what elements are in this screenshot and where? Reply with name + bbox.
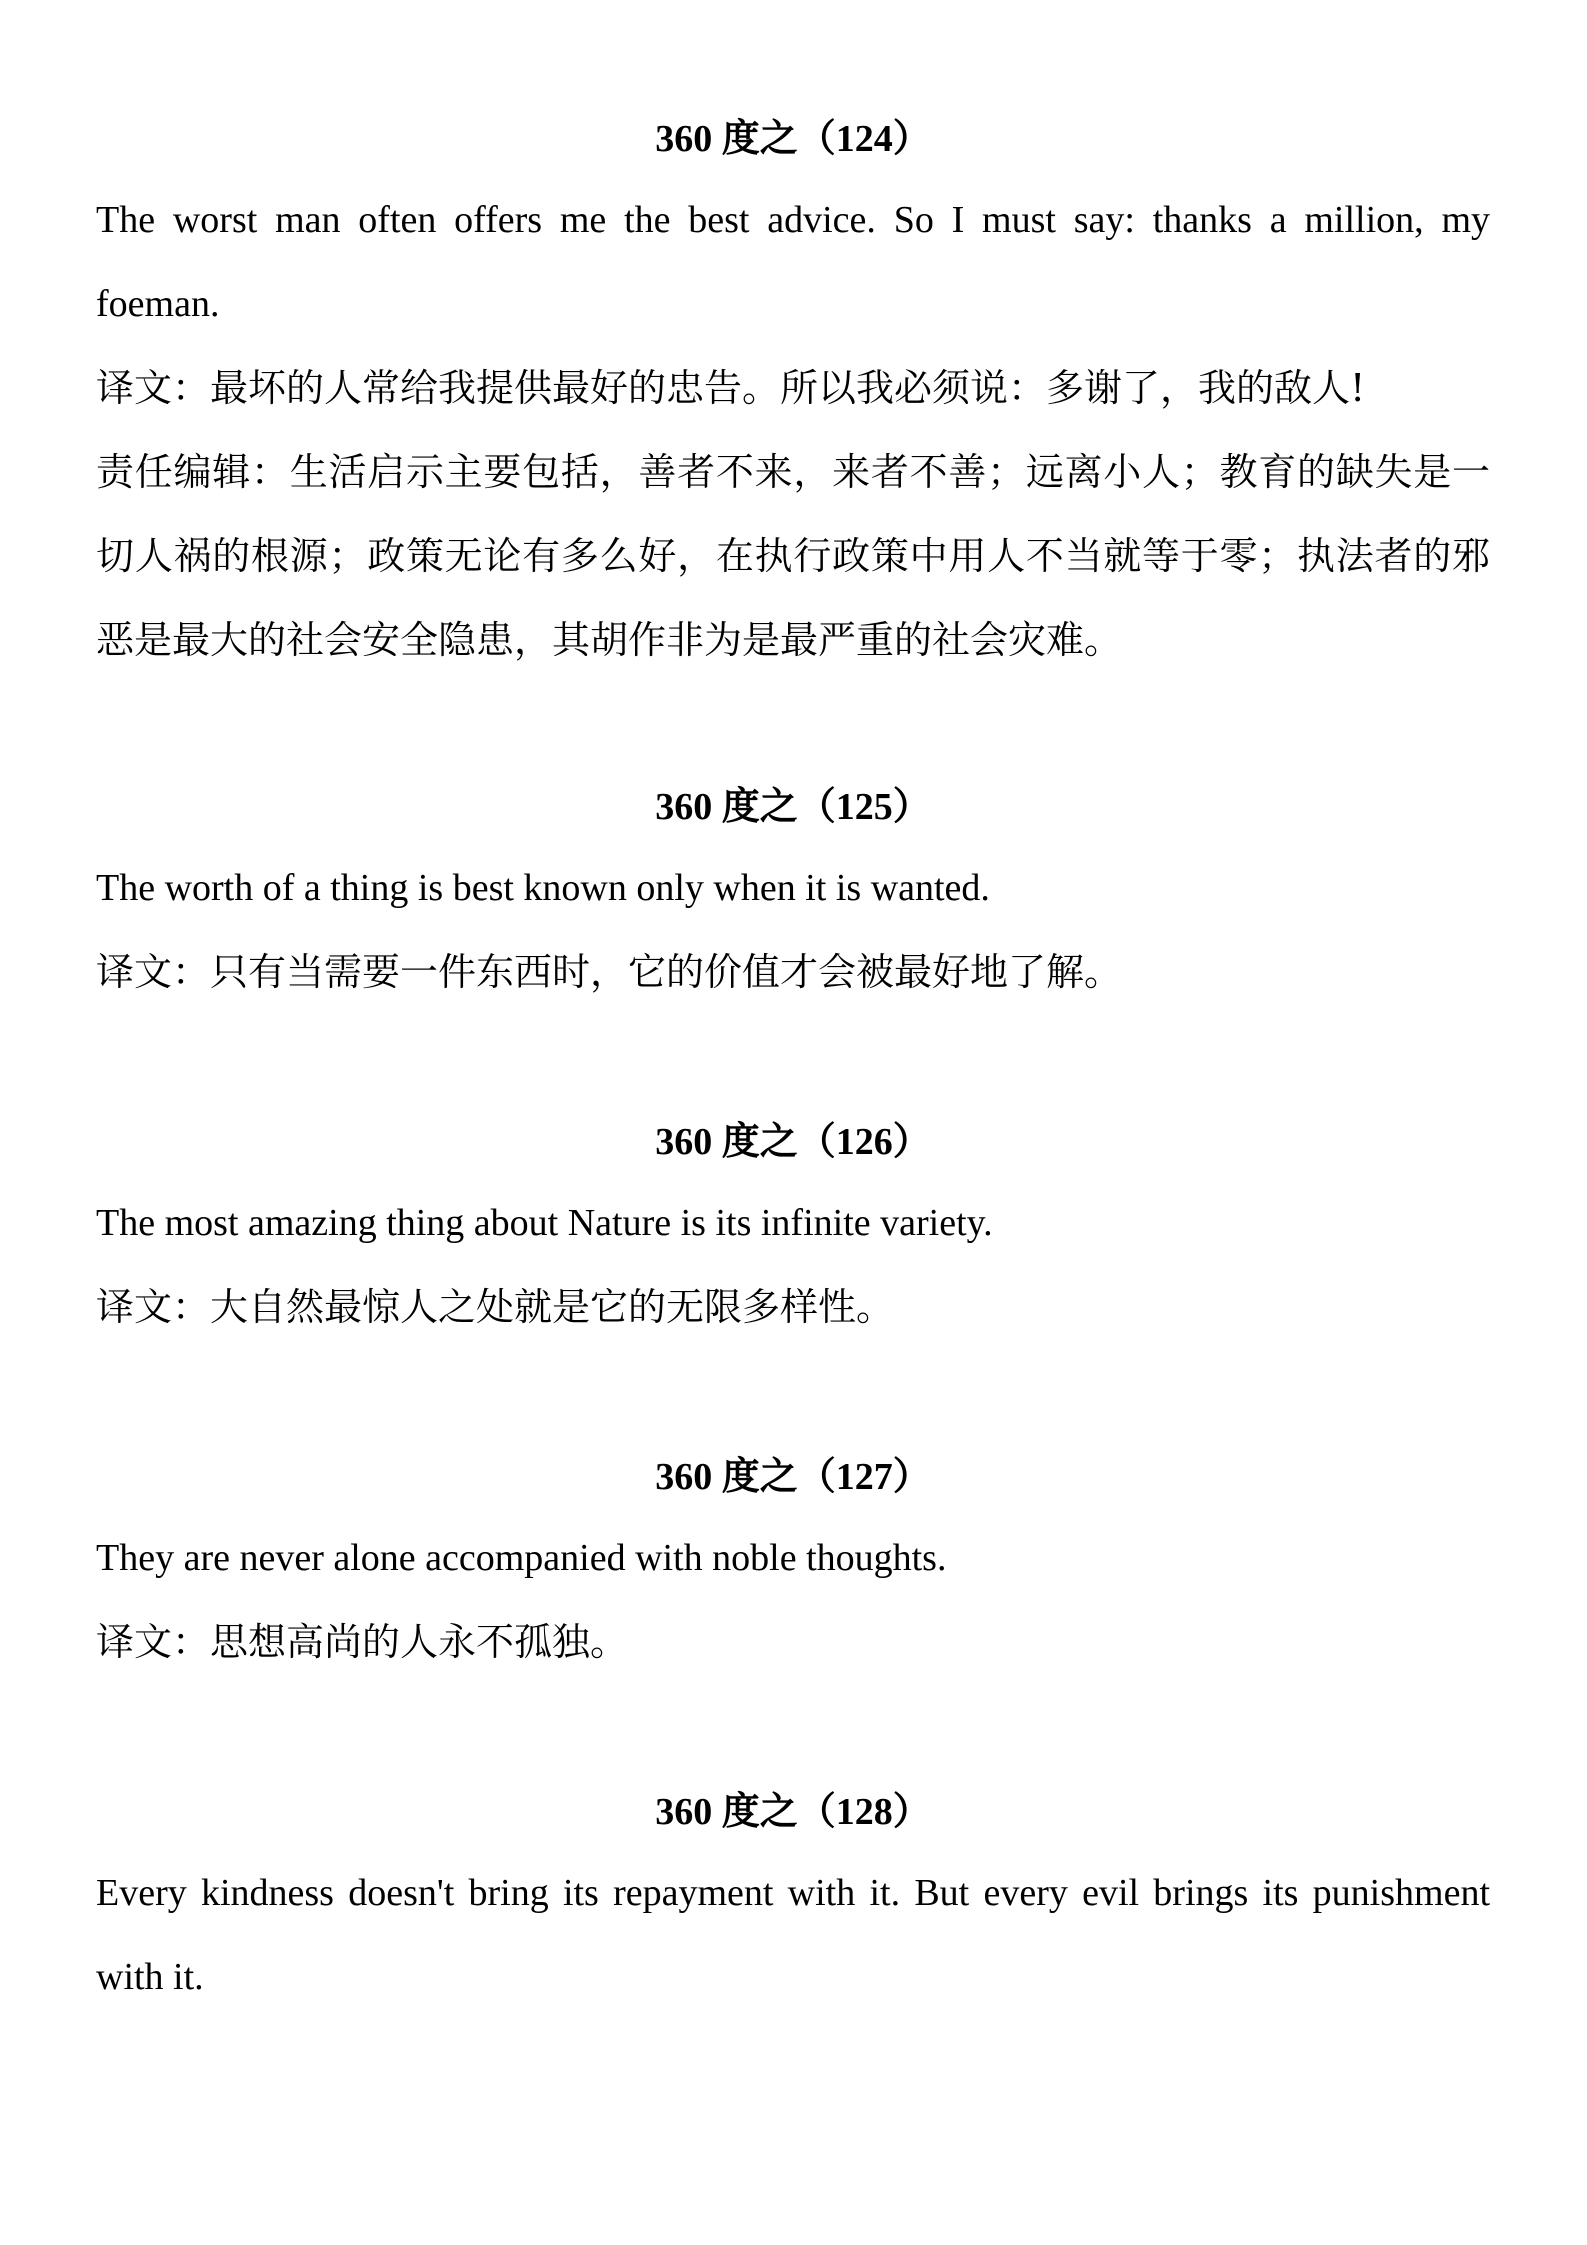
chinese-translation: 译文：只有当需要一件东西时，它的价值才会被最好地了解。 (96, 950, 1123, 994)
entry-heading: 360 度之（126） (655, 1121, 931, 1163)
entry-128 (96, 1787, 1490, 2019)
entry-heading: 360 度之（127） (655, 1456, 931, 1498)
english-quote: The worth of a thing is best known only when it is wanted. (96, 867, 990, 909)
english-quote: The most amazing thing about Nature is its infinite variety. (96, 1202, 993, 1244)
entry-126 (96, 1117, 1490, 1349)
chinese-translation: 译文：最坏的人常给我提供最好的忠告。所以我必须说：多谢了，我的敌人! (96, 366, 1366, 410)
entry-125 (96, 782, 1490, 1014)
entry-127 (96, 1452, 1490, 1684)
english-quote: They are never alone accompanied with noble thoughts. (96, 1537, 947, 1579)
entry-124 (96, 114, 1490, 682)
english-quote: The worst man often offers me the best advice. So I must say: thanks a million, my foeman. (96, 199, 1490, 325)
editor-note: 责任编辑：生活启示主要包括，善者不来，来者不善；远离小人；教育的缺失是一切人祸的根源；政策无论有多么好，在执行政策中用人不当就等于零；执法者的邪恶是最大的社会安全隐患，其胡作非为是最严重的社会灾难。 (96, 450, 1490, 662)
chinese-translation: 译文：大自然最惊人之处就是它的无限多样性。 (96, 1285, 895, 1329)
chinese-translation: 译文：思想高尚的人永不孤独。 (96, 1620, 629, 1664)
entry-heading: 360 度之（128） (655, 1791, 931, 1833)
entry-heading: 360 度之（124） (655, 118, 931, 160)
entry-heading: 360 度之（125） (655, 786, 931, 828)
english-quote: Every kindness doesn't bring its repayment with it. But every evil brings its punishment with it. (96, 1872, 1490, 1998)
